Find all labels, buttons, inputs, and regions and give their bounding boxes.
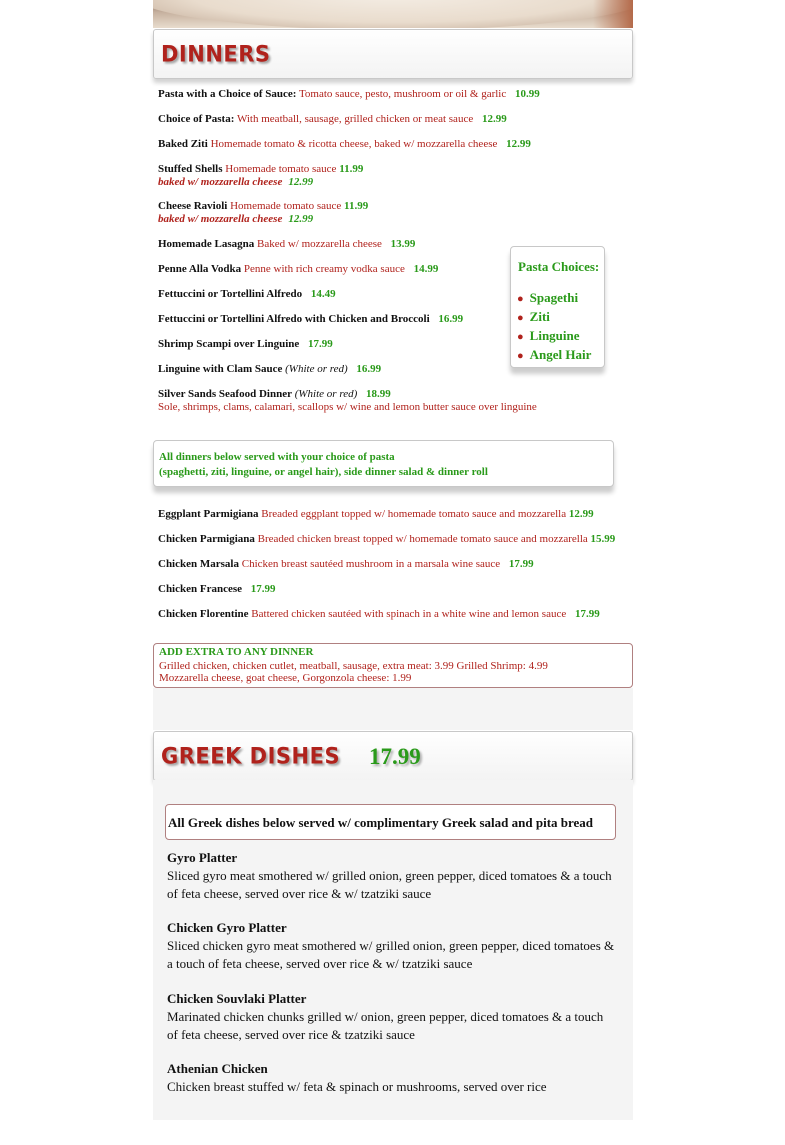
list-item: ● Spagethi: [517, 290, 579, 305]
add-extra-title: ADD EXTRA TO ANY DINNER: [159, 646, 314, 658]
greek-header: [153, 731, 633, 781]
menu-item: Pasta with a Choice of Sauce: Tomato sauce, pesto, mushroom or oil & garlic 10.99: [158, 88, 540, 100]
greek-price: 17.99: [369, 744, 421, 769]
menu-item: Chicken Florentine Battered chicken sautéed with spinach in a white wine and lemon sauce 17.99: [158, 608, 600, 620]
menu-item: Chicken Gyro Platter Sliced chicken gyro meat smothered w/ grilled onion, green pepper, diced tomatoes & a touch of feta cheese, served over rice & w/ tzatziki sauce: [167, 920, 615, 971]
section-spacer: [153, 688, 633, 730]
bullet-icon: ●: [517, 350, 524, 362]
menu-item: Cheese Ravioli Homemade tomato sauce 11.99 baked w/ mozzarella cheese 12.99: [158, 200, 369, 225]
list-item: ● Linguine: [517, 328, 580, 343]
menu-page: [153, 0, 633, 1120]
menu-item: Linguine with Clam Sauce (White or red) 16.99: [158, 363, 382, 375]
dinners-title: DINNERS: [161, 41, 271, 67]
dinners-header: [153, 29, 633, 79]
menu-item: Penne Alla Vodka Penne with rich creamy vodka sauce 14.99: [158, 263, 439, 275]
list-item: ● Angel Hair: [517, 347, 592, 362]
menu-item: Stuffed Shells Homemade tomato sauce 11.99 baked w/ mozzarella cheese 12.99: [158, 163, 364, 188]
menu-item: Baked Ziti Homemade tomato & ricotta cheese, baked w/ mozzarella cheese 12.99: [158, 138, 531, 150]
menu-item: Eggplant Parmigiana Breaded eggplant topped w/ homemade tomato sauce and mozzarella 12.99: [158, 508, 594, 520]
pasta-choices-title: Pasta Choices:: [518, 259, 600, 274]
menu-item: Shrimp Scampi over Linguine 17.99: [158, 338, 333, 350]
menu-item: Chicken Francese 17.99: [158, 583, 276, 595]
menu-item: Homemade Lasagna Baked w/ mozzarella cheese 13.99: [158, 238, 416, 250]
menu-item: Choice of Pasta: With meatball, sausage, grilled chicken or meat sauce 12.99: [158, 113, 507, 125]
menu-item: Chicken Marsala Chicken breast sautéed mushroom in a marsala wine sauce 17.99: [158, 558, 534, 570]
menu-item: Fettuccini or Tortellini Alfredo with Chicken and Broccoli 16.99: [158, 313, 464, 325]
pasta-choices-list: [517, 289, 591, 365]
pasta-choices-box: [510, 246, 605, 368]
list-item: ● Ziti: [517, 309, 550, 324]
menu-item: Athenian Chicken Chicken breast stuffed w/ feta & spinach or mushrooms, served over rice: [167, 1061, 547, 1094]
bullet-icon: ●: [517, 293, 524, 305]
food-banner-image: [153, 0, 633, 28]
menu-item: Silver Sands Seafood Dinner (White or red) 18.99 Sole, shrimps, clams, calamari, scallops w/ wine and lemon butter sauce over linguine: [158, 388, 537, 413]
menu-item: Fettuccini or Tortellini Alfredo 14.49: [158, 288, 336, 300]
menu-item: Chicken Parmigiana Breaded chicken breast topped w/ homemade tomato sauce and mozzarella 15.99: [158, 533, 616, 545]
greek-title: GREEK DISHES: [161, 743, 341, 769]
greek-intro-box: All Greek dishes below served w/ complimentary Greek salad and pita bread: [165, 804, 616, 840]
greek-section: [153, 780, 633, 1120]
bullet-icon: ●: [517, 312, 524, 324]
bullet-icon: ●: [517, 331, 524, 343]
menu-item: Gyro Platter Sliced gyro meat smothered w/ grilled onion, green pepper, diced tomatoes & a touch of feta cheese, served over rice & w/ tzatziki sauce: [167, 850, 612, 901]
menu-item: Chicken Souvlaki Platter Marinated chicken chunks grilled w/ onion, green pepper, diced tomatoes & a touch of feta cheese, served over rice & tzatziki sauce: [167, 991, 604, 1042]
add-extra-box: ADD EXTRA TO ANY DINNER Grilled chicken, chicken cutlet, meatball, sausage, extra meat: 3.99 Grilled Shrimp: 4.99 Mozzarella cheese, goat cheese, Gorgonzola cheese: 1.99: [153, 643, 633, 688]
dinners-served-note: All dinners below served with your choice of pasta (spaghetti, ziti, linguine, or angel hair), side dinner salad & dinner roll: [153, 440, 614, 487]
